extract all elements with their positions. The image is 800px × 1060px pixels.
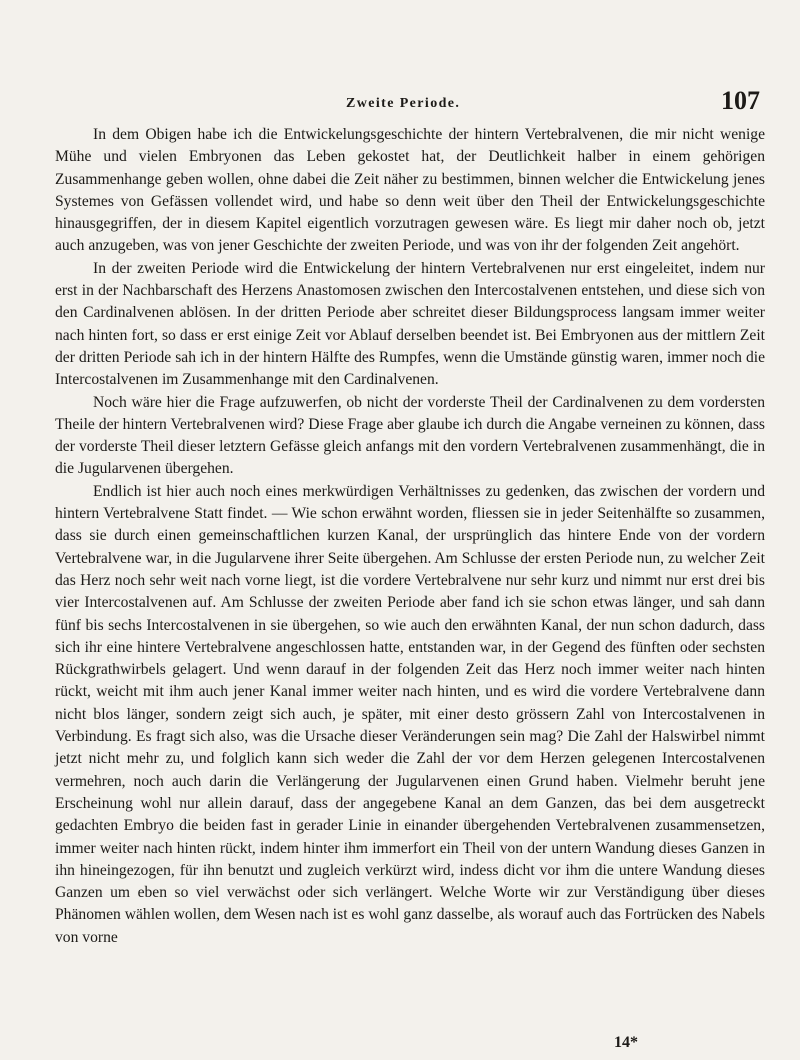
paragraph-2: In der zweiten Periode wird die Entwickelung der hintern Vertebralvenen nur erst eingeleitet, indem nur erst in der Nachbarschaft des Herzens Anastomosen zwischen den Intercostalvenen entstehen, und diese sich von den Cardinalvenen ablösen. In der dritten Periode aber schreitet dieser Bildungsprocess langsam immer weiter nach hinten fort, so dass er erst einige Zeit vor Ablauf derselben beendet ist. Bei Embryonen aus der mittlern Zeit der dritten Periode sah ich in der hintern Hälfte des Rumpfes, wenn die Umstände günstig waren, immer noch die Intercostalvenen im Zusammenhange mit den Cardinalvenen. (55, 259, 765, 389)
paragraph-3: Noch wäre hier die Frage aufzuwerfen, ob nicht der vorderste Theil der Cardinalvenen zu dem vordersten Theile der hintern Vertebralvenen wird? Diese Frage aber glaube ich durch die Angabe verneinen zu können, dass der vorderste Theil dieser letztern Gefässe gleich anfangs mit den vordern Vertebralvenen zusammenhängt, die in die Jugularvenen übergehen. (55, 393, 765, 478)
paragraph-1: In dem Obigen habe ich die Entwickelungsgeschichte der hintern Vertebralvenen, die mir nicht wenige Mühe und vielen Embryonen das Leben gekostet hat, der Deutlichkeit halber in einem gehörigen Zusammenhange geben wollen, ohne dabei die Zeit näher zu bestimmen, binnen welcher die Entwickelung jenes Systemes von Gefässen vollendet wird, und habe so denn weit über den Theil der Entwickelungsgeschichte hinausgegriffen, der in diesem Kapitel eigentlich vorzutragen gewesen wäre. Es liegt mir daher noch ob, jetzt auch anzugeben, was von jener Geschichte der zweiten Periode, und was von ihr der folgenden Zeit angehört. (55, 126, 765, 255)
page-number: 107 (721, 86, 760, 115)
paragraph-4: Endlich ist hier auch noch eines merkwürdigen Verhältnisses zu gedenken, das zwischen der vordern und hintern Vertebralvene Statt findet. — Wie schon erwähnt worden, fliessen sie in jeder Seitenhälfte so zusammen, dass sie durch einen gemeinschaftlichen kurzen Kanal, der ursprünglich das hintere Ende von der vordern Vertebralvene war, in die Jugularvene ihrer Seite übergehen. Am Schlusse der ersten Periode nun, zu welcher Zeit das Herz noch sehr weit nach vorne liegt, ist die vordere Vertebralvene nur sehr kurz und nimmt nur erst drei bis vier Intercostalvenen auf. Am Schlusse der zweiten Periode aber fand ich sie schon etwas länger, und sah dann fünf bis sechs Intercostalvenen in sie übergehen, so wie auch den erwähnten Kanal, der nun schon dadurch, dass sich ihr eine hintere Vertebralvene angeschlossen hatte, entstanden war, in der Gegend des fünften oder sechsten Rückgrathwirbels gelagert. Und wenn darauf in der folgenden Zeit das Herz noch immer weiter nach hinten rückt, weicht mit ihm auch jener Kanal immer weiter nach hinten, und es wird die vordere Vertebralvene dann nicht blos länger, sondern zeigt sich auch, je später, mit einer desto grössern Zahl von Intercostalvenen in Verbindung. Es fragt sich also, was die Ursache dieser Veränderungen sein mag? Die Zahl der Halswirbel nimmt jetzt nicht mehr zu, und folglich kann sich weder die Zahl der vor dem Herzen gelegenen Intercostalvenen vermehren, noch auch darin die Verlängerung der Jugularvenen einen Grund haben. Vielmehr beruht jene Erscheinung wohl nur allein darauf, dass der angegebene Kanal an dem Ganzen, das bei dem ausgetreckt gedachten Embryo die beiden fast in gerader Linie in einander übergehenden Vertebralvenen zusammensetzen, immer weiter nach hinten rückt, indem hinter ihm immerfort ein Theil von der untern Wandung dieses Ganzen in ihn hineingezogen, für ihn benutzt und zugleich verkürzt wird, indess dicht vor ihm die untere Wandung dieses Ganzen um eben so viel verwächst oder sich verlängert. Welche Worte wir zur Verständigung über dieses Phänomen wählen wollen, dem Wesen nach ist es wohl ganz dasselbe, als worauf auch das Fortrücken des Nabels von vorne (55, 482, 765, 946)
page-header (60, 86, 760, 120)
running-head: Zweite Periode. (346, 96, 461, 111)
signature-mark: 14* (614, 1034, 638, 1051)
body-text (55, 124, 765, 949)
